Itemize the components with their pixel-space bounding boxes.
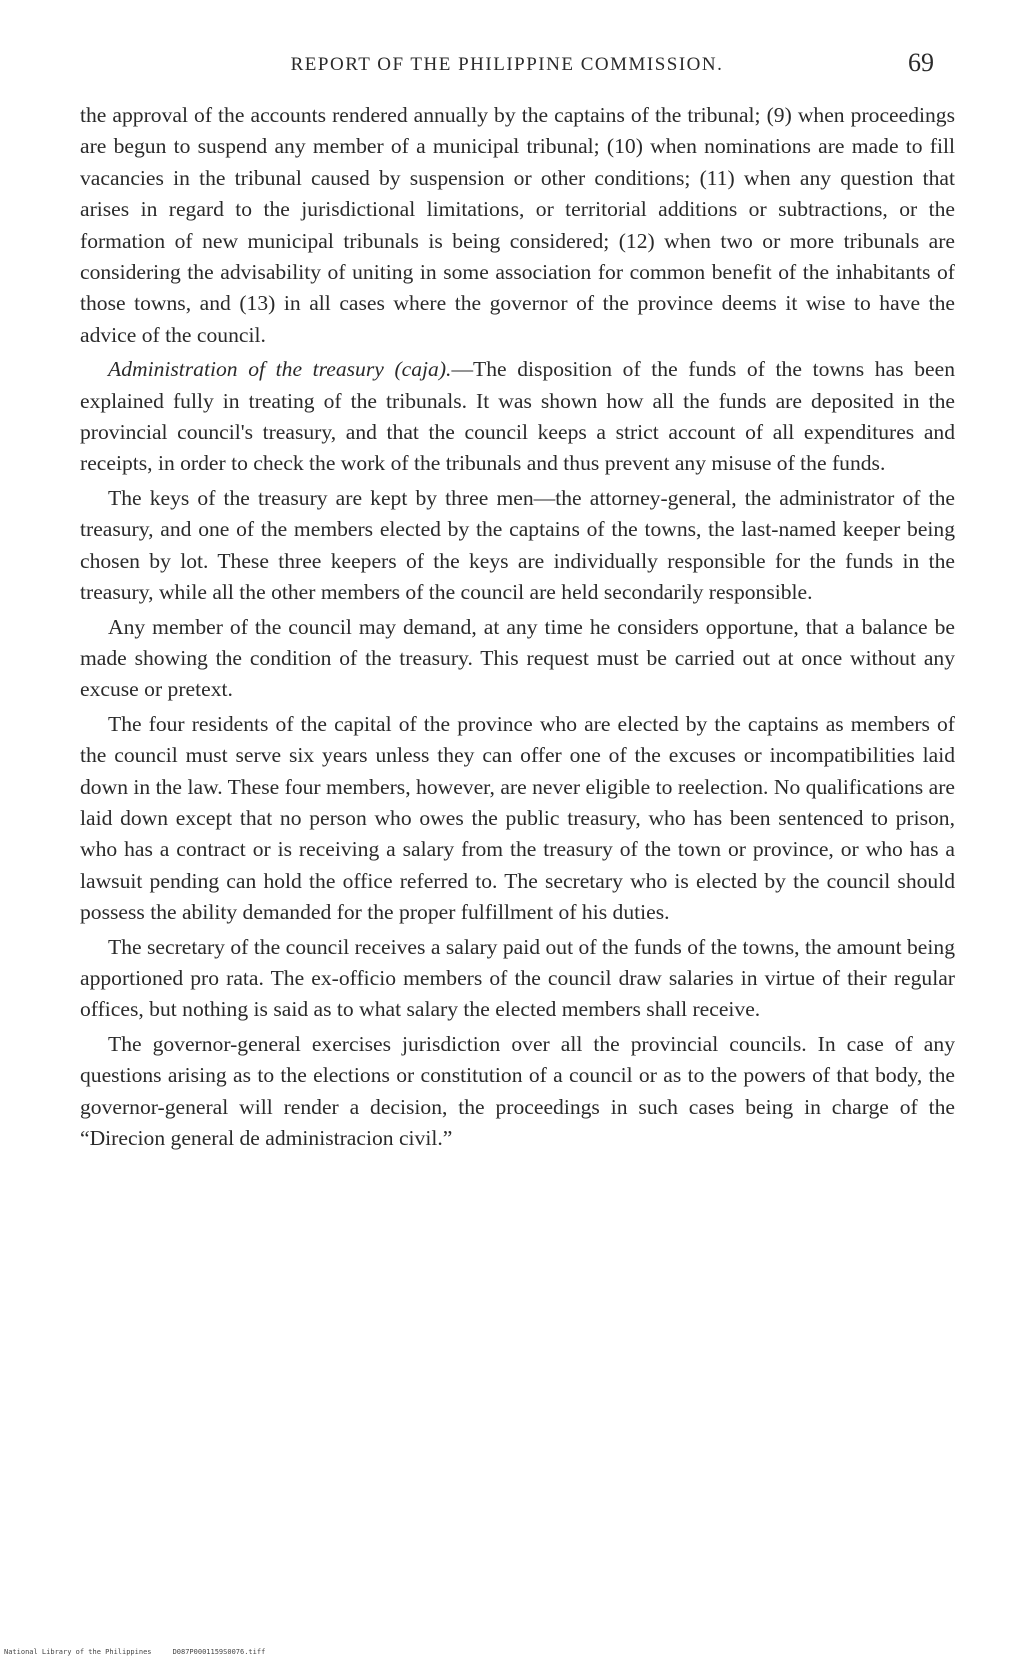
paragraph-continued-list: the approval of the accounts rendered annually by the captains of the tribunal; (9) when proceedings are begun to suspend any member of a municipal tribunal; (10) when nominations are made to fill vacancies in the tribunal caused by suspension or other conditions; (11) when any question that arises in regard to the jurisdictional limitations, or territorial additions or subtractions, or the formation of new municipal tribunals is being considered; (12) when two or more tribunals are considering the advisability of uniting in some association for common benefit of the inhabitants of those towns, and (13) in all cases where the governor of the province deems it wise to have the advice of the council.	[80, 103, 955, 347]
paragraph-balance-demand: Any member of the council may demand, at any time he considers opportune, that a balance be made showing the condition of the treasury. This request must be carried out at once without any excuse or pretext.	[80, 614, 955, 702]
scan-credit: National Library of the Philippines D087P0001159S0076.tiff	[4, 1648, 266, 1656]
running-title: REPORT OF THE PHILIPPINE COMMISSION.	[290, 54, 724, 75]
paragraph-governor-jurisdiction: The governor-general exercises jurisdiction over all the provincial councils. In case of any questions arising as to the elections or constitution of a council or as to the powers of that body, the governor-general will render a decision, the proceedings in such cases being in charge of the “Direcion general de administracion civil.”	[80, 1031, 955, 1150]
paragraph-treasury-administration	[80, 354, 955, 480]
paragraph-secretary-salary: The secretary of the council receives a salary paid out of the funds of the towns, the amount being apportioned pro rata. The ex-officio members of the council draw salaries in virtue of their regular offices, but nothing is said as to what salary the elected members shall receive.	[80, 934, 955, 1022]
body-text	[80, 100, 955, 1157]
paragraph-treasury-keys: The keys of the treasury are kept by three men—the attorney-general, the administrator of the treasury, and one of the members elected by the captains of the towns, the last-named keeper being chosen by lot. These three keepers of the keys are individually responsible for the funds in the treasury, while all the other members of the council are held secondarily responsible.	[80, 485, 955, 605]
side-heading: Administration of the treasury (caja).	[108, 357, 452, 382]
page-number: 69	[908, 48, 934, 77]
running-head	[80, 48, 934, 82]
paragraph-text: —The disposition of the funds of the towns has been explained fully in treating of the tribunals. It was shown how all the funds are deposited in the provincial council's treasury, and that the council keeps a strict account of all expenditures and receipts, in order to check the work of the tribunals and thus prevent any misuse of the funds.	[80, 357, 955, 476]
paragraph-elected-residents: The four residents of the capital of the province who are elected by the captains as members of the council must serve six years unless they can offer one of the excuses or incompatibilities laid down in the law. These four members, however, are never eligible to reelection. No qualifications are laid down except that no person who owes the public treasury, who has been sentenced to prison, who has a contract or is receiving a salary from the treasury of the town or province, or who has a lawsuit pending can hold the office referred to. The secretary who is elected by the council should possess the ability demanded for the proper fulfillment of his duties.	[80, 711, 955, 925]
